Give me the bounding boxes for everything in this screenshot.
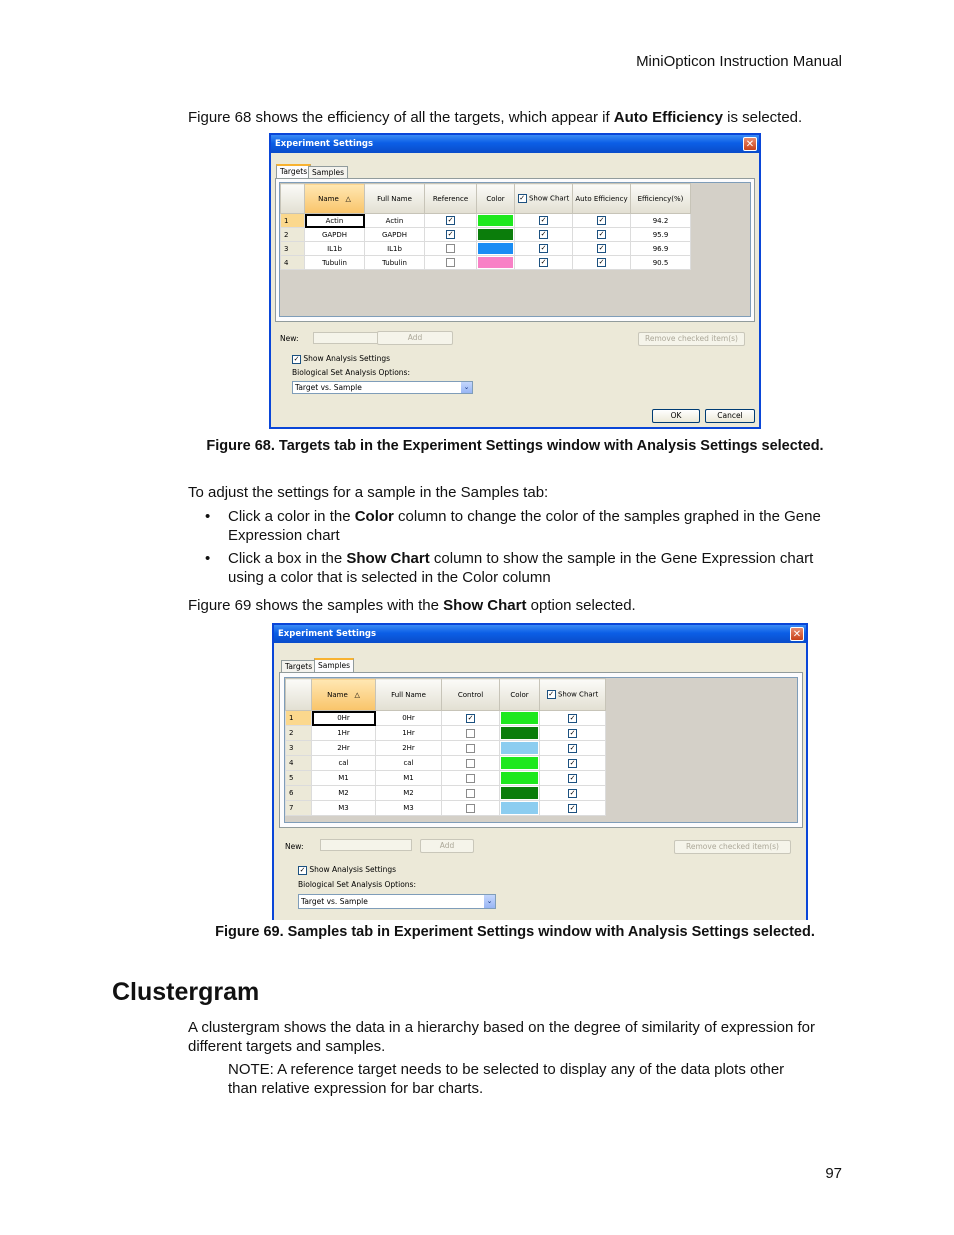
targets-table [280,183,691,270]
full-name-cell[interactable]: GAPDH [365,228,425,242]
show-chart-checkbox[interactable]: ✓ [540,244,547,252]
table-row[interactable] [286,711,606,726]
full-name-cell[interactable]: Tubulin [365,256,425,270]
remove-checked-button[interactable]: Remove checked item(s) [674,840,791,854]
full-name-cell[interactable]: M3 [376,801,442,816]
auto-efficiency-checkbox[interactable]: ✓ [598,230,605,238]
name-cell[interactable]: 0Hr [312,711,376,726]
tab-targets[interactable]: Targets [276,164,311,179]
show-chart-checkbox[interactable]: ✓ [569,728,576,737]
col-full-name[interactable]: Full Name [376,679,442,711]
name-cell[interactable]: 2Hr [312,741,376,756]
col-show-chart[interactable]: ✓ Show Chart [515,184,573,214]
row-number[interactable]: 3 [286,741,312,756]
bullet-glyph: • [205,550,211,567]
row-number[interactable]: 7 [286,801,312,816]
reference-checkbox[interactable] [446,244,455,253]
auto-efficiency-checkbox[interactable]: ✓ [598,258,605,266]
bullet-item: • Click a box in the Show Chart column to show the sample in the Gene Expression chart using a color that is selected in the Color column [205,550,814,586]
intro-text-end: is selected. [722,109,803,126]
show-chart-checkbox[interactable]: ✓ [540,230,547,238]
col-color[interactable]: Color [500,679,540,711]
name-cell[interactable]: M2 [312,786,376,801]
col-reference[interactable]: Reference [425,184,477,214]
name-cell[interactable]: Tubulin [305,256,365,270]
color-swatch[interactable] [501,727,538,739]
tab-samples[interactable]: Samples [314,658,354,673]
control-checkbox[interactable] [466,804,475,813]
col-efficiency[interactable]: Efficiency(%) [631,184,691,214]
reference-checkbox[interactable] [446,258,455,267]
color-swatch[interactable] [478,229,513,240]
targets-grid [279,182,751,317]
table-row[interactable] [286,786,606,801]
samples-grid [284,677,798,823]
sort-asc-icon: △ [354,690,360,699]
add-button[interactable]: Add [377,331,453,345]
show-chart-checkbox[interactable]: ✓ [540,258,547,266]
reference-checkbox[interactable]: ✓ [447,230,454,238]
table-row[interactable] [286,756,606,771]
row-number[interactable]: 5 [286,771,312,786]
chevron-down-icon[interactable]: ⌄ [484,895,495,908]
table-row[interactable] [286,741,606,756]
fig69-intro: Figure 69 shows the samples with the Show Chart option selected. [188,597,636,614]
section-heading: Clustergram [112,978,260,1006]
ok-button[interactable]: OK [652,409,700,423]
figure-69-caption: Figure 69. Samples tab in Experiment Settings window with Analysis Settings selected. [215,924,815,940]
show-analysis-checkbox[interactable]: ✓ [293,354,300,363]
efficiency-cell[interactable]: 96.9 [631,242,691,256]
intro-text: Figure 68 shows the efficiency of all the targets, which appear if [188,109,614,126]
col-color[interactable]: Color [477,184,515,214]
col-full-name[interactable]: Full Name [365,184,425,214]
fig68-dialog [269,133,761,429]
analysis-option-select[interactable]: Target vs. Sample ⌄ [292,381,473,394]
chevron-down-icon[interactable]: ⌄ [461,382,472,393]
samples-panel [279,672,803,828]
name-cell[interactable]: M3 [312,801,376,816]
table-row[interactable] [281,242,691,256]
show-chart-checkbox[interactable]: ✓ [569,773,576,782]
page-number: 97 [825,1165,842,1182]
col-name[interactable]: Name △ [305,184,365,214]
bio-options-label: Biological Set Analysis Options: [298,880,416,889]
color-swatch[interactable] [501,712,538,724]
bio-options-label: Biological Set Analysis Options: [292,368,410,377]
col-control[interactable]: Control [442,679,500,711]
show-chart-checkbox[interactable]: ✓ [540,216,547,224]
table-row[interactable] [286,726,606,741]
col-auto-efficiency[interactable]: Auto Efficiency [573,184,631,214]
show-chart-checkbox[interactable]: ✓ [569,758,576,767]
full-name-cell[interactable]: Actin [365,214,425,228]
color-swatch[interactable] [501,802,538,814]
show-chart-all-checkbox[interactable]: ✓ [519,194,526,202]
full-name-cell[interactable]: M2 [376,786,442,801]
row-number[interactable]: 4 [286,756,312,771]
show-chart-all-checkbox[interactable]: ✓ [548,690,555,698]
new-sample-input[interactable] [320,839,412,851]
show-analysis-checkbox[interactable]: ✓ [299,865,306,874]
samples-table [285,678,606,816]
control-checkbox[interactable]: ✓ [467,713,474,722]
row-number[interactable]: 6 [286,786,312,801]
figure-68-caption: Figure 68. Targets tab in the Experiment Settings window with Analysis Settings selected. [206,438,824,454]
show-chart-checkbox[interactable]: ✓ [569,803,576,812]
sort-asc-icon: △ [345,194,351,203]
name-cell[interactable]: 1Hr [312,726,376,741]
new-label: New: [285,842,304,851]
color-swatch[interactable] [501,742,538,754]
show-chart-checkbox[interactable]: ✓ [569,788,576,797]
corner-header [286,679,312,711]
manual-title: MiniOpticon Instruction Manual [636,53,842,70]
full-name-cell[interactable]: M1 [376,771,442,786]
table-row[interactable] [281,228,691,242]
efficiency-cell[interactable]: 90.5 [631,256,691,270]
intro-bold: Auto Efficiency [613,109,723,126]
add-button[interactable]: Add [420,839,474,853]
color-swatch[interactable] [501,757,538,769]
reference-checkbox[interactable]: ✓ [447,216,454,224]
full-name-cell[interactable]: 0Hr [376,711,442,726]
name-cell[interactable]: M1 [312,771,376,786]
corner-header [281,184,305,214]
efficiency-cell[interactable]: 95.9 [631,228,691,242]
row-number[interactable]: 2 [286,726,312,741]
auto-efficiency-checkbox[interactable]: ✓ [598,216,605,224]
samples-paragraph: To adjust the settings for a sample in the Samples tab: [188,484,549,501]
table-row[interactable] [286,801,606,816]
name-cell[interactable]: IL1b [305,242,365,256]
targets-panel [275,178,755,322]
cancel-button[interactable]: Cancel [705,409,755,423]
col-name[interactable]: Name △ [312,679,376,711]
tab-samples[interactable]: Samples [308,166,348,179]
section-paragraph: A clustergram shows the data in a hierarchy based on the degree of similarity of expression for different targets and samples. [188,1019,815,1055]
row-number[interactable]: 2 [281,228,305,242]
color-swatch[interactable] [501,787,538,799]
table-row[interactable] [281,256,691,270]
note-paragraph: NOTE: A reference target needs to be selected to display any of the data plots other than relative expression for bar charts. [228,1061,785,1097]
name-cell[interactable]: cal [312,756,376,771]
color-swatch[interactable] [478,215,513,226]
name-cell[interactable]: Actin [305,214,365,228]
control-checkbox[interactable] [466,729,475,738]
table-row[interactable] [286,771,606,786]
auto-efficiency-checkbox[interactable]: ✓ [598,244,605,252]
full-name-cell[interactable]: IL1b [365,242,425,256]
table-row[interactable] [281,214,691,228]
close-icon[interactable]: ✕ [743,137,757,151]
color-swatch[interactable] [478,243,513,254]
row-number[interactable]: 3 [281,242,305,256]
control-checkbox[interactable] [466,774,475,783]
color-swatch[interactable] [501,772,538,784]
show-analysis-settings[interactable]: ✓ Show Analysis Settings [299,865,397,874]
row-number[interactable]: 4 [281,256,305,270]
color-swatch[interactable] [478,257,513,268]
bullet-list [205,507,825,587]
analysis-option-select[interactable]: Target vs. Sample ⌄ [298,894,496,909]
control-checkbox[interactable] [466,744,475,753]
show-analysis-settings[interactable]: ✓ Show Analysis Settings [293,354,391,363]
bullet-glyph: • [205,508,211,525]
show-chart-checkbox[interactable]: ✓ [569,743,576,752]
row-number[interactable]: 1 [281,214,305,228]
full-name-cell[interactable]: 1Hr [376,726,442,741]
fig69-dialog [272,623,808,920]
bullet-item: • Click a color in the Color column to change the color of the samples graphed in the Gene Expression chart [205,508,821,544]
col-show-chart[interactable]: ✓ Show Chart [540,679,606,711]
row-number[interactable]: 1 [286,711,312,726]
name-cell[interactable]: GAPDH [305,228,365,242]
close-icon[interactable]: ✕ [790,627,804,641]
full-name-cell[interactable]: 2Hr [376,741,442,756]
control-checkbox[interactable] [466,759,475,768]
full-name-cell[interactable]: cal [376,756,442,771]
dialog-title: Experiment Settings [271,135,759,153]
new-label: New: [280,334,299,343]
remove-checked-button[interactable]: Remove checked item(s) [638,332,745,346]
show-chart-checkbox[interactable]: ✓ [569,713,576,722]
fig68-intro [188,108,848,127]
tab-targets[interactable]: Targets [281,660,316,673]
dialog-title: Experiment Settings [274,625,806,643]
efficiency-cell[interactable]: 94.2 [631,214,691,228]
control-checkbox[interactable] [466,789,475,798]
